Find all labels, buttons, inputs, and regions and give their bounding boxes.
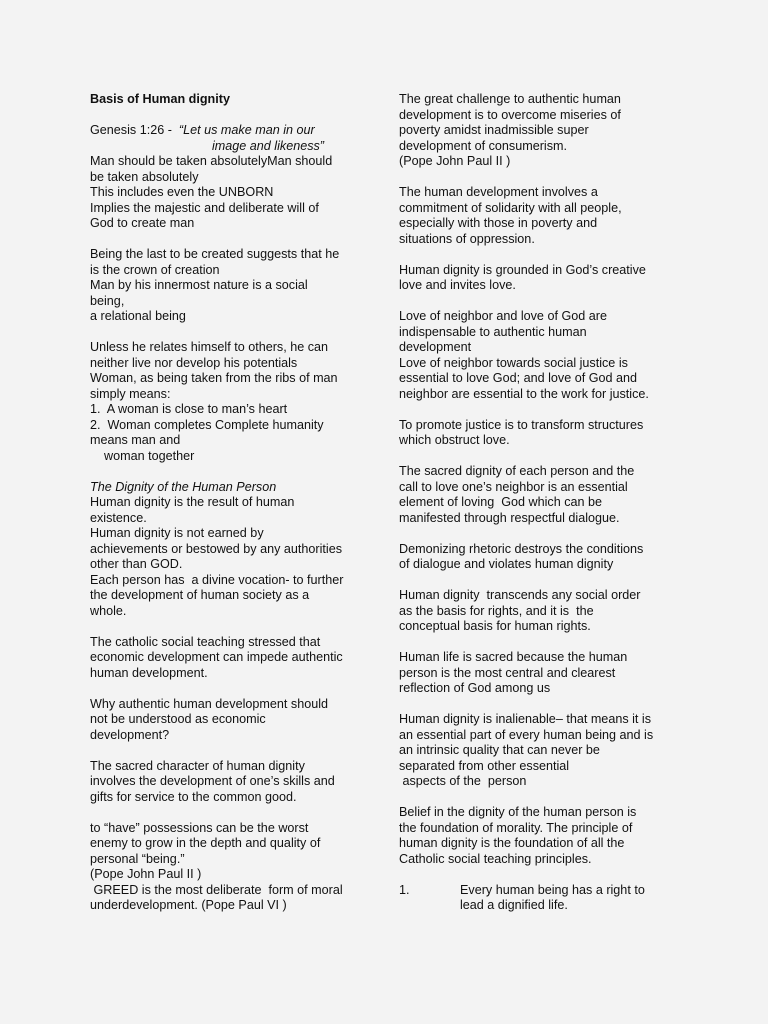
text-line: The sacred character of human dignity — [90, 758, 305, 773]
text-line: separated from other essential — [399, 758, 570, 773]
text-line: enemy to grow in the depth and quality of — [90, 836, 321, 850]
text-line: person is the most central and clearest — [399, 665, 616, 680]
list-item-text-continued: lead a dignified life. — [460, 898, 568, 912]
text-line: human development. — [90, 665, 208, 680]
text-line: achievements or bestowed by any authorities — [90, 541, 343, 556]
text-line: woman together — [90, 448, 195, 463]
text-line: commitment of solidarity with all people, — [399, 200, 622, 215]
text-line: Being the last to be created suggests that he — [90, 247, 340, 261]
text-line: development of consumerism. — [399, 138, 567, 153]
text-line: Human dignity is not earned by — [90, 526, 264, 540]
text-line: manifested through respectful dialogue. — [399, 510, 620, 525]
text-line: Belief in the dignity of the human person is — [399, 805, 637, 819]
text-line: essential to love God; and love of God and — [399, 371, 638, 385]
text-line: means man and — [90, 433, 181, 447]
text-line: poverty amidst inadmissible super — [399, 123, 589, 137]
text-line: whole. — [90, 603, 127, 618]
list-item-text: Every human being has a right to — [460, 882, 645, 897]
text-line: simply means: — [90, 386, 171, 401]
text-line: Unless he relates himself to others, he can — [90, 340, 329, 354]
paragraph — [399, 464, 689, 526]
text-line: to “have” possessions can be the worst — [90, 820, 309, 835]
text-line: love and invites love. — [399, 278, 516, 292]
text-line: existence. — [90, 510, 147, 525]
text-line: call to love one’s neighbor is an essential — [399, 479, 628, 494]
paragraph — [90, 340, 375, 464]
text-line: Human life is sacred because the human — [399, 650, 628, 664]
paragraph — [90, 821, 375, 914]
text-line: economic development can impede authentic — [90, 650, 343, 664]
text-line: Man by his innermost nature is a social — [90, 278, 308, 292]
text-line: conceptual basis for human rights. — [399, 619, 591, 633]
paragraph — [399, 588, 689, 635]
paragraph — [399, 92, 689, 170]
text-line: 2. Woman completes Complete humanity — [90, 417, 324, 432]
text-line: reflection of God among us — [399, 681, 551, 695]
text-line: personal “being.” — [90, 851, 185, 866]
text-line: The sacred dignity of each person and the — [399, 464, 635, 478]
text-line: an intrinsic quality that can never be — [399, 743, 600, 757]
paragraph — [90, 635, 375, 682]
text-line: Man should be taken absolutelyMan should — [90, 154, 333, 168]
text-line: Catholic social teaching principles. — [399, 851, 592, 866]
genesis-reference: Genesis 1:26 - — [90, 123, 179, 137]
paragraph — [90, 759, 375, 806]
paragraph — [399, 542, 689, 573]
text-line: especially with those in poverty and — [399, 216, 598, 230]
text-line: development is to overcome miseries of — [399, 107, 621, 122]
text-line: gifts for service to the common good. — [90, 789, 297, 804]
right-column — [399, 92, 689, 914]
text-line: 1. A woman is close to man’s heart — [90, 402, 288, 416]
paragraph — [399, 263, 689, 294]
text-line: Human dignity transcends any social order — [399, 588, 641, 602]
text-line: being, — [90, 293, 125, 308]
text-line: Love of neighbor and love of God are — [399, 309, 607, 323]
paragraph — [399, 185, 689, 247]
text-line: (Pope John Paul II ) — [399, 154, 511, 168]
genesis-quote: “Let us make man in our — [178, 123, 315, 137]
text-line: Human dignity is the result of human — [90, 495, 295, 509]
text-line: Each person has a divine vocation- to further — [90, 572, 344, 587]
text-line: the development of human society as a — [90, 588, 310, 602]
left-column — [90, 92, 375, 914]
text-line: The human development involves a — [399, 185, 598, 199]
paragraph — [90, 495, 375, 619]
document-title: Basis of Human dignity — [90, 92, 230, 106]
text-line: The catholic social teaching stressed that — [90, 634, 321, 649]
text-line: Demonizing rhetoric destroys the conditions — [399, 541, 644, 556]
text-line: neighbor are essential to the work for justice. — [399, 386, 649, 401]
paragraph — [399, 805, 689, 867]
text-line: involves the development of one’s skills and — [90, 774, 335, 788]
text-line: be taken absolutely — [90, 169, 199, 184]
text-line: is the crown of creation — [90, 262, 220, 277]
text-line: of dialogue and violates human dignity — [399, 557, 614, 571]
text-line: element of loving God which can be — [399, 495, 603, 509]
text-line: the foundation of morality. The principle of — [399, 820, 633, 835]
genesis-line — [90, 123, 375, 139]
text-line: indispensable to authentic human — [399, 324, 587, 339]
text-line: Love of neighbor towards social justice is — [399, 355, 628, 370]
text-line: God to create man — [90, 216, 195, 230]
text-line: The great challenge to authentic human — [399, 92, 621, 106]
text-line: situations of oppression. — [399, 231, 535, 246]
text-line: Human dignity is inalienable– that means it is — [399, 712, 652, 726]
section-subheading: The Dignity of the Human Person — [90, 479, 277, 494]
text-line: development? — [90, 727, 170, 742]
text-line: as the basis for rights, and it is the — [399, 603, 594, 618]
paragraph — [399, 309, 689, 402]
text-line: Why authentic human development should — [90, 696, 329, 711]
text-line: other than GOD. — [90, 557, 183, 571]
text-line: Woman, as being taken from the ribs of man — [90, 371, 338, 385]
genesis-quote-continued: image and likeness” — [212, 138, 325, 153]
text-line: human dignity is the foundation of all the — [399, 836, 625, 850]
paragraph — [399, 418, 689, 449]
text-line: neither live nor develop his potentials — [90, 355, 298, 370]
text-line: To promote justice is to transform structures — [399, 417, 644, 432]
paragraph — [399, 712, 689, 790]
text-line: aspects of the person — [399, 774, 527, 788]
list-number: 1. — [399, 882, 410, 897]
text-line: underdevelopment. (Pope Paul VI ) — [90, 898, 287, 912]
numbered-list-item — [399, 883, 689, 899]
paragraph — [90, 247, 375, 325]
paragraph — [90, 697, 375, 744]
paragraph — [399, 650, 689, 697]
text-line: (Pope John Paul II ) — [90, 867, 202, 881]
text-line: a relational being — [90, 309, 186, 323]
text-line: Human dignity is grounded in God’s creative — [399, 262, 646, 277]
text-line: Implies the majestic and deliberate will of — [90, 200, 319, 215]
text-line: This includes even the UNBORN — [90, 185, 274, 199]
text-line: an essential part of every human being and is — [399, 727, 654, 742]
paragraph — [90, 154, 375, 232]
text-line: not be understood as economic — [90, 712, 266, 726]
text-line: which obstruct love. — [399, 433, 510, 447]
text-line: development — [399, 340, 472, 354]
text-line: GREED is the most deliberate form of moral — [90, 882, 343, 897]
